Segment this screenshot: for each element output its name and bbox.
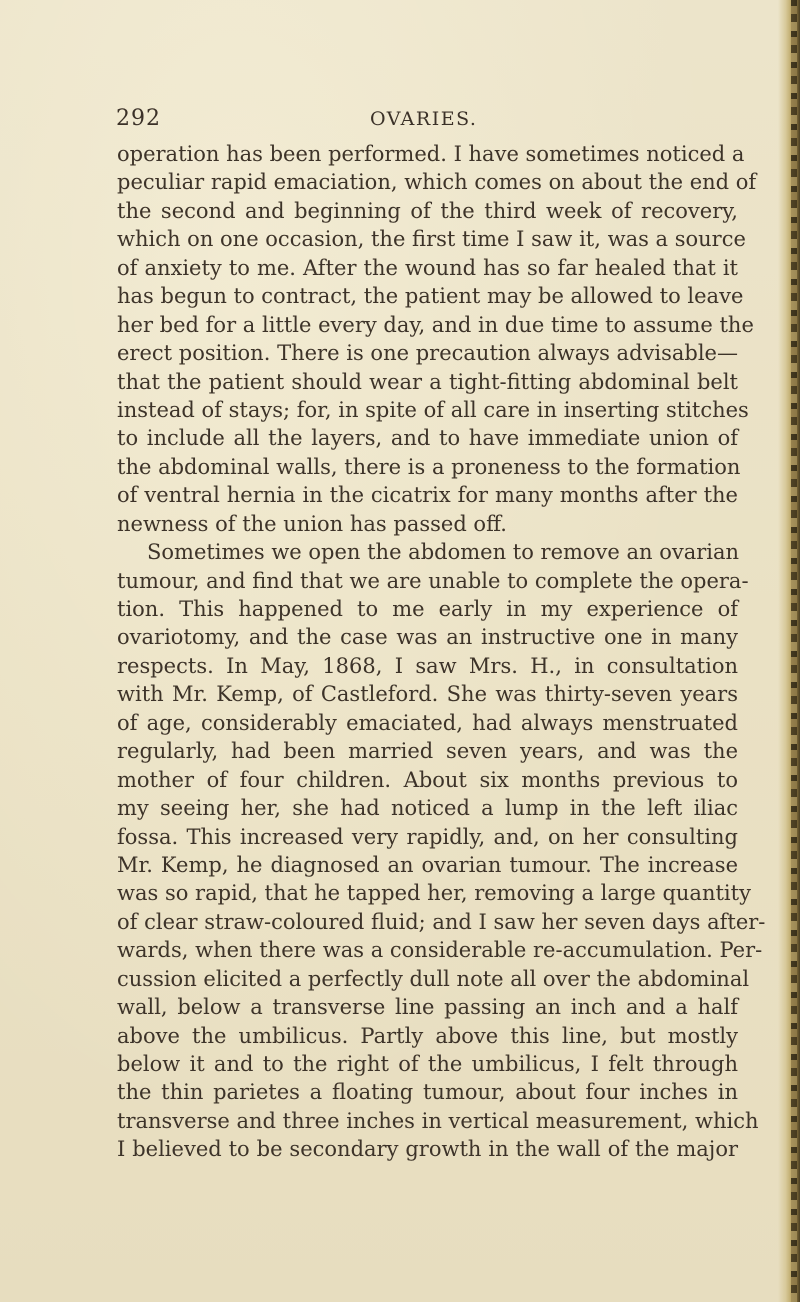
text-line: of age, considerably emaciated, had always menstruated <box>117 710 738 735</box>
running-head: OVARIES. <box>370 108 478 130</box>
text-line: tion. This happened to me early in my experience of <box>117 597 738 621</box>
body-text <box>117 140 766 1164</box>
text-line: was so rapid, that he tapped her, removing a large quantity <box>117 881 751 906</box>
text-line: of clear straw-coloured fluid; and I saw her seven days after- <box>117 909 766 934</box>
text-line: has begun to contract, the patient may be allowed to leave <box>117 284 744 309</box>
text-line: Sometimes we open the abdomen to remove an ovarian <box>147 540 740 565</box>
text-line: wall, below a transverse line passing an inch and a half <box>117 995 738 1020</box>
text-line: that the patient should wear a tight-fitting abdominal belt <box>117 369 738 394</box>
text-line: the abdominal walls, there is a proneness to the formation <box>117 454 741 479</box>
page-number: 292 <box>116 106 161 131</box>
text-line: newness of the union has passed off. <box>117 511 507 536</box>
text-line: regularly, had been married seven years, and was the <box>117 739 738 764</box>
text-line: with Mr. Kemp, of Castleford. She was thirty-seven years <box>117 682 738 707</box>
text-line: mother of four children. About six months previous to <box>117 767 738 792</box>
text-line: which on one occasion, the first time I saw it, was a source <box>117 227 746 252</box>
text-line: ovariotomy, and the case was an instructive one in many <box>117 625 738 650</box>
text-line: transverse and three inches in vertical measurement, which <box>117 1108 759 1133</box>
text-line: operation has been performed. I have sometimes noticed a <box>117 142 745 166</box>
text-line: respects. In May, 1868, I saw Mrs. H., in consultation <box>117 653 738 678</box>
text-line: erect position. There is one precaution always advisable— <box>117 341 738 366</box>
text-line: my seeing her, she had noticed a lump in the left iliac <box>117 796 738 821</box>
text-line: peculiar rapid emaciation, which comes on about the end of <box>117 170 757 195</box>
text-line: fossa. This increased very rapidly, and, on her consulting <box>117 824 738 849</box>
book-spine-edge <box>778 0 800 1302</box>
text-line: her bed for a little every day, and in due time to assume the <box>117 312 754 337</box>
text-line: to include all the layers, and to have immediate union of <box>117 426 738 451</box>
text-line: of ventral hernia in the cicatrix for many months after the <box>117 483 738 508</box>
text-line: cussion elicited a perfectly dull note all over the abdominal <box>117 966 750 991</box>
text-line: above the umbilicus. Partly above this line, but mostly <box>117 1023 738 1048</box>
text-line: wards, when there was a considerable re-accumulation. Per- <box>117 938 763 963</box>
text-line: the second and beginning of the third week of recovery, <box>117 198 738 223</box>
text-line: below it and to the right of the umbilicus, I felt through <box>117 1052 738 1076</box>
text-line: tumour, and find that we are unable to complete the opera- <box>117 568 749 593</box>
text-line: I believed to be secondary growth in the wall of the major <box>117 1137 738 1162</box>
text-line: instead of stays; for, in spite of all care in inserting stitches <box>117 397 749 422</box>
text-line: of anxiety to me. After the wound has so far healed that it <box>117 255 738 280</box>
page-header <box>116 106 736 136</box>
text-line: the thin parietes a floating tumour, about four inches in <box>117 1080 738 1105</box>
text-line: Mr. Kemp, he diagnosed an ovarian tumour. The increase <box>117 852 738 877</box>
